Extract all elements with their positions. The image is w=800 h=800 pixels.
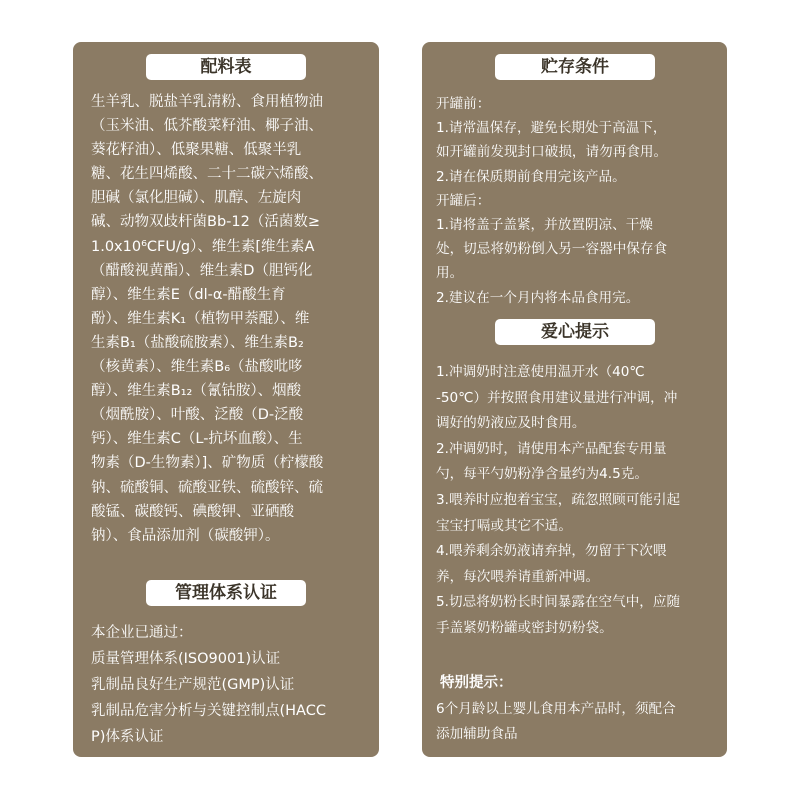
storage-line: 1.请将盖子盖紧，并放置阴凉、干燥 [436,217,653,234]
ingredients-line: 醇）、维生素E（dl-α-醋酸生育 [91,286,286,303]
tips-line: 手盖紧奶粉罐或密封奶粉袋。 [436,619,613,636]
ingredients-line: （核黄素）、维生素B₆（盐酸吡哆 [91,359,303,376]
ingredients-line: 葵花籽油）、低聚果糖、低聚半乳 [91,142,302,159]
storage-list [436,92,718,310]
storage-line: 用。 [436,265,464,282]
tips-line: 调好的奶液应及时食用。 [436,415,586,432]
ingredients-line: 1.0x10⁶CFU/g）、维生素[维生素A [91,238,315,255]
storage-title: 贮存条件 [495,54,655,80]
tips-line: 宝宝打嗝或其它不适。 [436,517,572,534]
tips-line: 3.喂养时应抱着宝宝，疏忽照顾可能引起 [436,491,681,508]
tips-line: 4.喂养剩余奶液请弃掉，勿留于下次喂 [436,543,667,560]
ingredients-line: （醋酸视黄酯）、维生素D（胆钙化 [91,262,313,279]
certification-line: 质量管理体系(ISO9001)认证 [91,651,281,667]
certification-list [91,620,371,750]
special-notice-title: 特别提示： [440,675,513,691]
certification-line: P)体系认证 [91,729,164,745]
ingredients-list [91,90,367,548]
special-notice-list [436,697,718,747]
tips-title: 爱心提示 [495,319,655,345]
ingredients-line: （玉米油、低芥酸菜籽油、椰子油、 [91,118,323,135]
storage-line: 开罐前： [436,96,491,112]
ingredients-line: 碱、动物双歧杆菌Bb-12（活菌数≥ [91,214,320,231]
left-panel [73,42,379,757]
tips-line: 勺，每平勺奶粉净含量约为4.5克。 [436,466,648,483]
ingredients-line: 物素（D-生物素）]、矿物质（柠檬酸 [91,455,324,472]
ingredients-line: （烟酰胺）、叶酸、泛酸（D-泛酸 [91,407,304,424]
storage-line: 开罐后： [436,192,491,209]
storage-line: 处，切忌将奶粉倒入另一容器中保存食 [436,241,668,258]
certification-line: 乳制品良好生产规范(GMP)认证 [91,677,295,693]
ingredients-line: 钠、硫酸铜、硫酸亚铁、硫酸锌、硫 [91,479,323,496]
ingredients-line: 生羊乳、脱盐羊乳清粉、食用植物油 [91,94,323,110]
storage-line: 2.请在保质期前食用完该产品。 [436,168,626,185]
storage-line: 如开罐前发现封口破损，请勿再食用。 [436,144,668,161]
storage-line: 2.建议在一个月内将本品食用完。 [436,289,640,306]
ingredients-line: 糖、花生四烯酸、二十二碳六烯酸、 [91,166,323,183]
certification-title: 管理体系认证 [146,580,306,606]
certification-line: 本企业已通过： [91,625,193,641]
tips-line: -50℃）并按照食用建议量进行冲调，冲 [436,389,678,406]
ingredients-title: 配料表 [146,54,306,80]
storage-line: 1.请常温保存，避免长期处于高温下， [436,120,667,137]
tips-line: 1.冲调奶时注意使用温开水（40℃ [436,364,645,380]
tips-list [436,360,718,642]
special-notice-line: 6个月龄以上婴儿食用本产品时，须配合 [436,701,676,717]
ingredients-line: 酸锰、碳酸钙、碘酸钾、亚硒酸 [91,503,294,520]
ingredients-line: 胆碱（氯化胆碱）、肌醇、左旋肉 [91,190,302,207]
ingredients-line: 钠）、食品添加剂（碳酸钾）。 [91,527,280,544]
ingredients-line: 生素B₁（盐酸硫胺素）、维生素B₂ [91,334,304,351]
ingredients-line: 醇）、维生素B₁₂（氰钴胺）、烟酸 [91,383,302,400]
special-notice-line: 添加辅助食品 [436,726,518,742]
certification-line: 乳制品危害分析与关键控制点(HACC [91,703,326,719]
ingredients-line: 酚）、维生素K₁（植物甲萘醌）、维 [91,310,310,327]
tips-line: 养，每次喂养请重新冲调。 [436,568,600,585]
tips-line: 5.切忌将奶粉长时间暴露在空气中，应随 [436,594,681,611]
ingredients-line: 钙）、维生素C（L-抗坏血酸）、生 [91,431,303,448]
tips-line: 2.冲调奶时，请使用本产品配套专用量 [436,440,667,457]
right-panel [422,42,727,757]
